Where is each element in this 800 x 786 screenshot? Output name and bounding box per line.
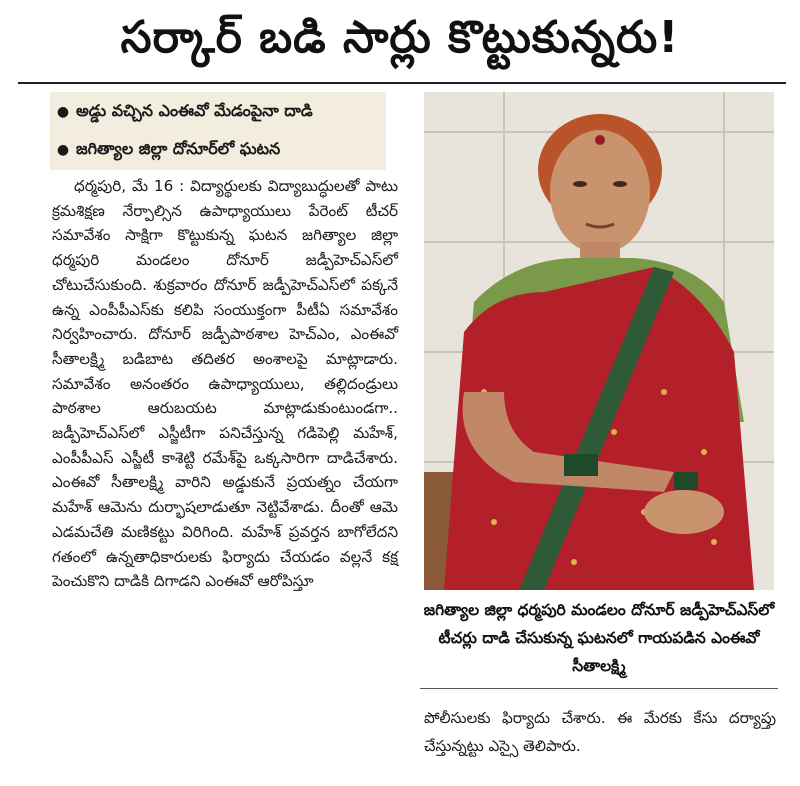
article-paragraph: ధర్మపురి, మే 16 : విద్యార్థులకు విద్యాబుద్ధులతో పాటు క్రమశిక్షణ నేర్పాల్సిన ఉపాధ్యాయులు పేరెంట్ టీచర్ సమావేశం సాక్షిగా కొట్టుకున్న ఘటన జగిత్యాల జిల్లా ధర్మపురి మండలం దోనూర్ జడ్పీహెచ్‌ఎస్‌లో చోటుచేసుకుంది. శుక్రవారం దోనూర్ జడ్పీహెచ్‌ఎస్‌లో పక్కనే ఉన్న ఎంపీపీఎస్‌కు కలిపి సంయుక్తంగా పీటీఏ సమావేశం నిర్వహించారు. దోనూర్ జడ్పీపాఠశాల హెచ్‌ఎం, ఎంఈవో సీతాలక్ష్మి బడిబాట తదితర అంశాలపై మాట్లాడారు. సమావేశం అనంతరం ఉపాధ్యాయులు, తల్లిదండ్రులు పాఠశాల ఆరుబయట మాట్లాడుకుంటుండగా.. జడ్పీహెచ్‌ఎస్‌లో ఎస్జీటీగా పనిచేస్తున్న గడిపెల్లి మహేశ్, ఎంపీపీఎస్ ఎస్జీటీ కాశెట్టి రమేశ్‌పై ఒక్కసారిగా దాడిచేశారు. ఎంఈవో సీతాలక్ష్మి వారిని అడ్డుకునే ప్రయత్నం చేయగా మహేశ్ ఆమెను దుర్భాషలాడుతూ నెట్టివేశాడు. దీంతో ఆమె ఎడమచేతి మణికట్టు విరిగింది. మహేశ్ ప్రవర్తన బాగోలేదని గతంలో ఉన్నతాధికారులకు ఫిర్యాదు చేయడం వల్లనే కక్ష పెంచుకొని దాడికి దిగాడని ఎంఈవో ఆరోపిస్తూ	[52, 177, 398, 591]
woman-portrait-photo	[424, 92, 774, 590]
photo-caption: జగిత్యాల జిల్లా ధర్మపురి మండలం దోనూర్ జడ్పీహెచ్‌ఎస్‌లో టీచర్లు దాడి చేసుకున్న ఘటనలో గాయపడిన ఎంఈవో సీతాలక్ష్మి	[423, 601, 775, 675]
highlight-text: అడ్డు వచ్చిన ఎంఈవో మేడంపైనా దాడి	[76, 100, 313, 120]
highlight-item	[50, 96, 386, 128]
headline: సర్కార్ బడి సార్లు కొట్టుకున్నరు!	[120, 12, 680, 63]
caption-rule	[420, 688, 778, 689]
bullet-dot-icon: ●	[56, 104, 70, 120]
highlight-text: జగిత్యాల జిల్లా దోనూర్‌లో ఘటన	[76, 138, 281, 158]
article-continuation: పోలీసులకు ఫిర్యాదు చేశారు. ఈ మేరకు కేసు దర్యాప్తు చేస్తున్నట్టు ఎస్సై తెలిపారు.	[424, 709, 776, 755]
portrait-illustration	[424, 92, 774, 590]
highlights-box	[50, 92, 386, 170]
article-body	[52, 174, 398, 594]
headline-rule	[18, 82, 786, 84]
highlight-item	[50, 134, 386, 166]
bullet-dot-icon: ●	[56, 142, 70, 158]
